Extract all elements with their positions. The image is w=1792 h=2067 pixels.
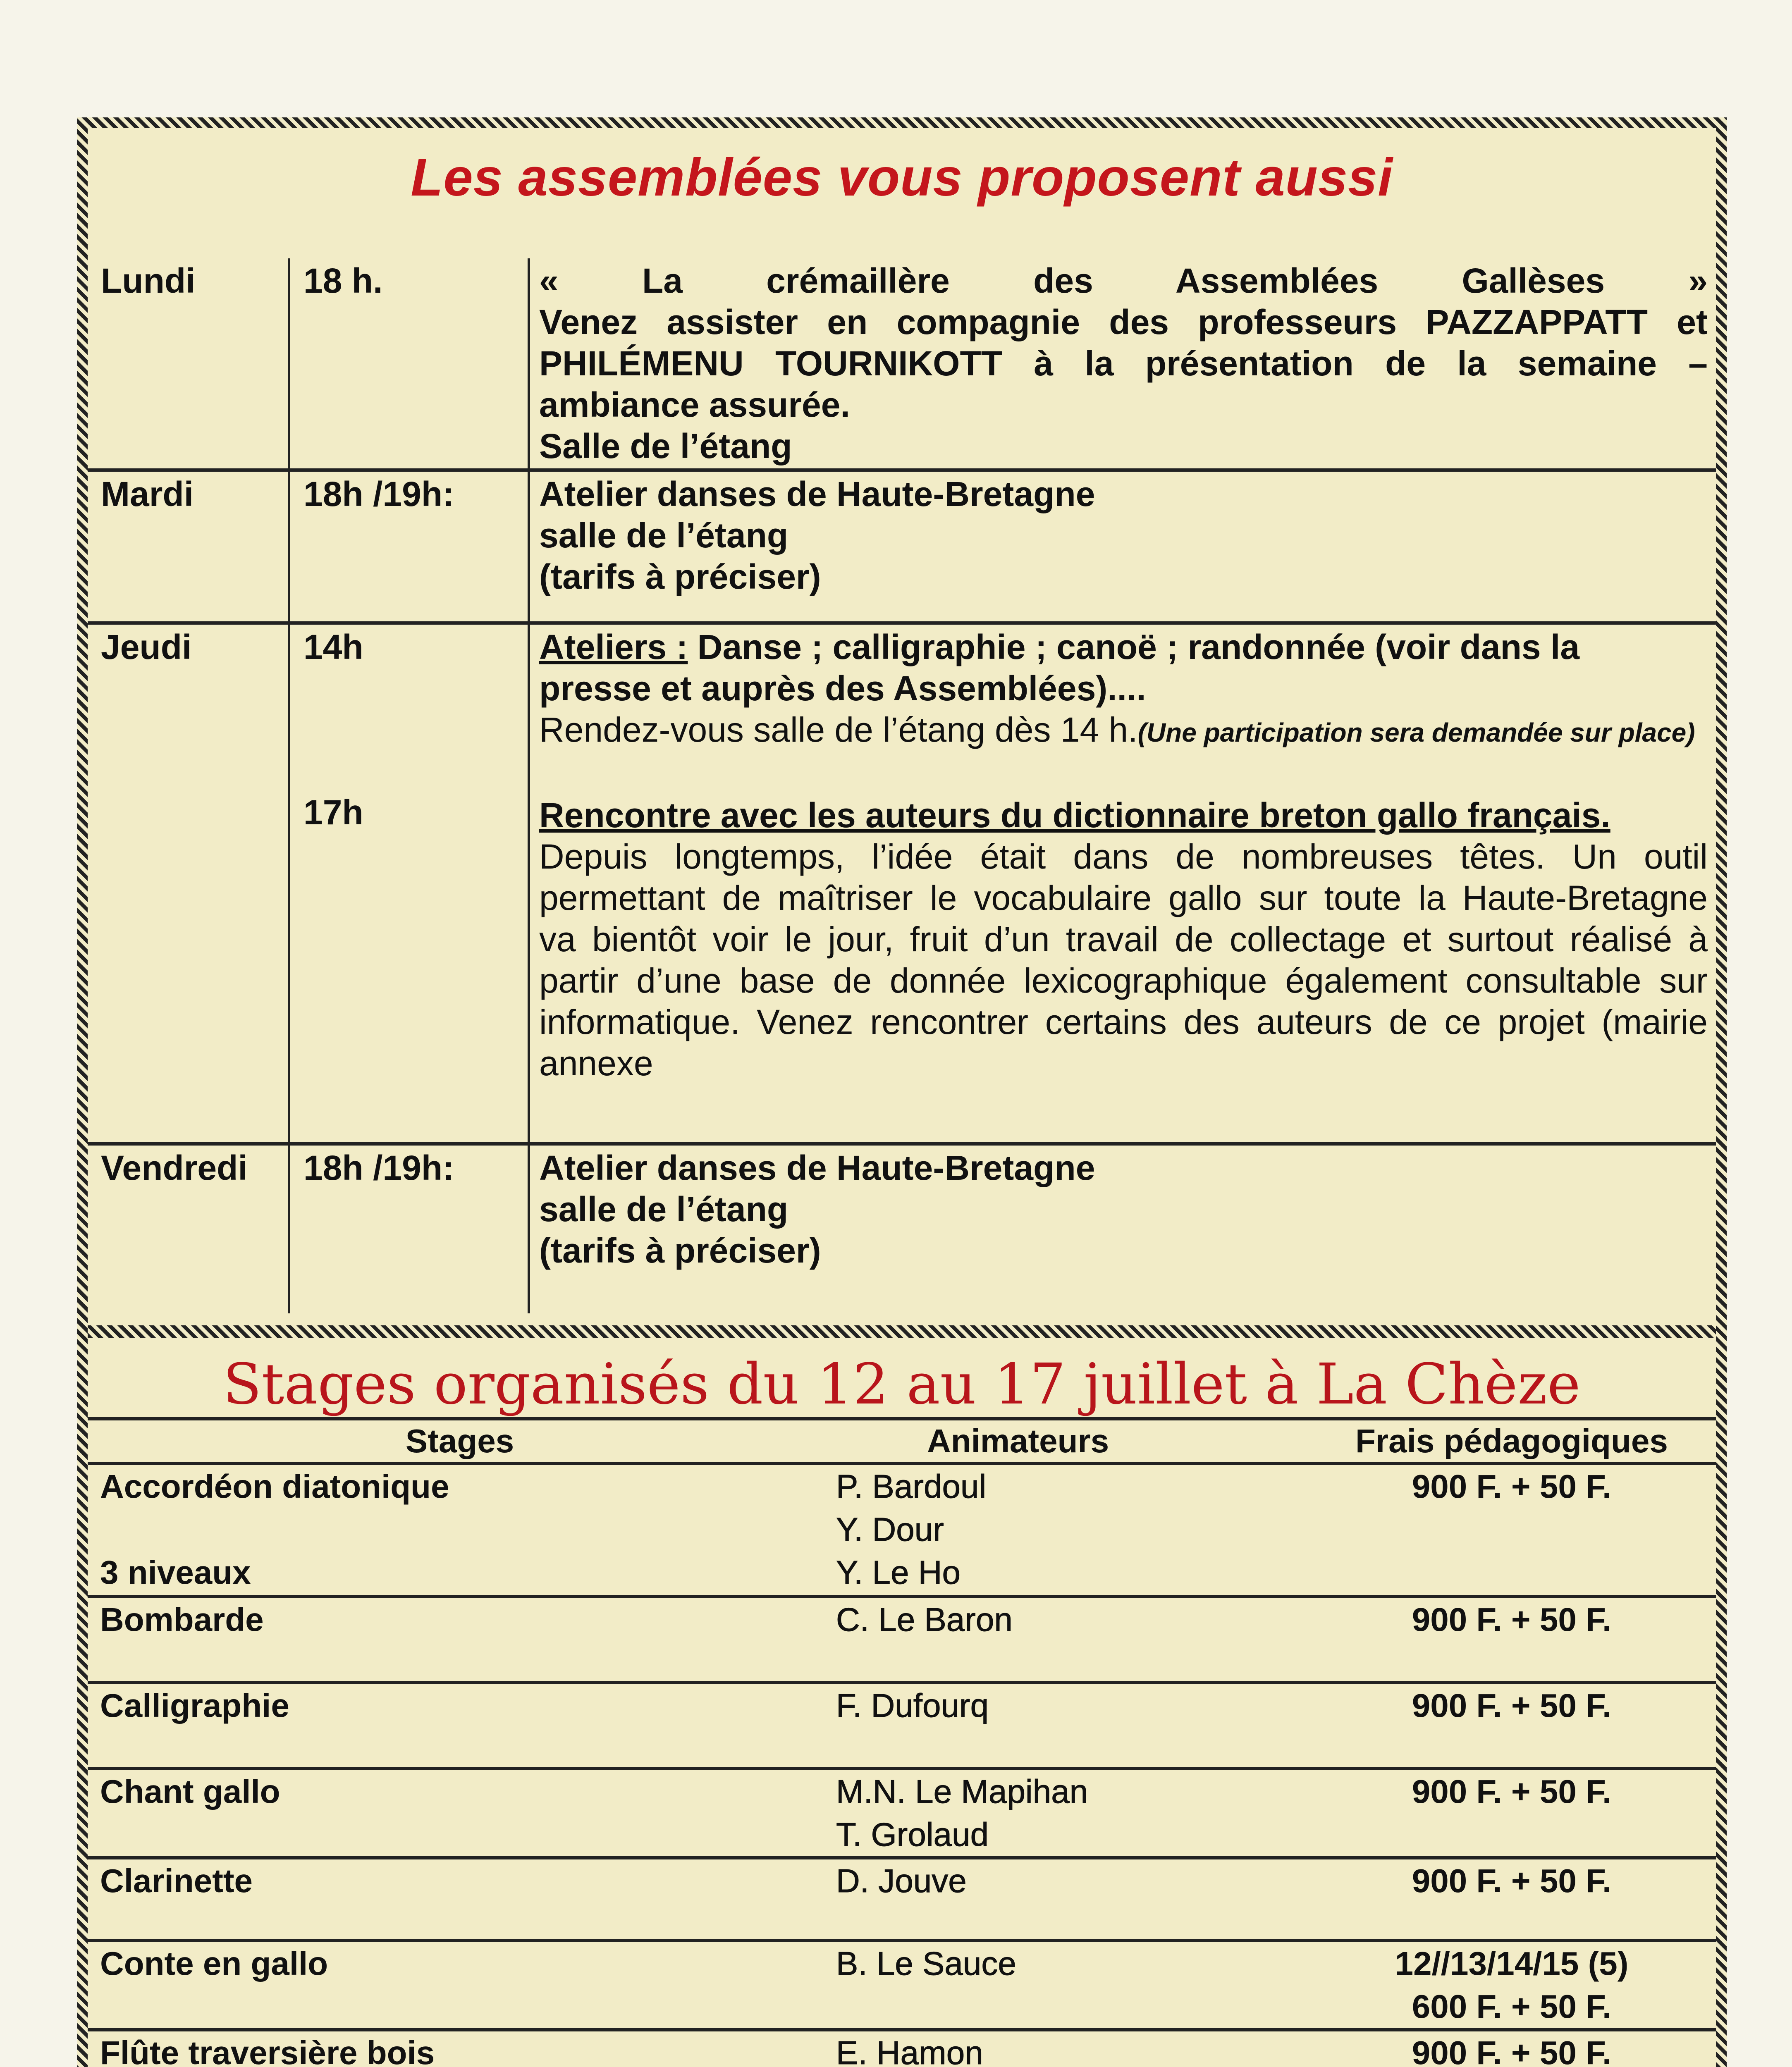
event-line: PHILÉMENU TOURNIKOTT à la présentation de la semaine – xyxy=(539,344,1708,383)
stage-row xyxy=(88,1769,1716,1858)
event-line: presse et auprès des Assemblées).... xyxy=(539,669,1146,708)
stage-name-cell xyxy=(88,1463,832,1597)
stage-name: Calligraphie xyxy=(100,1687,289,1724)
event-cell xyxy=(529,1144,1716,1313)
animateur: Y. Dour xyxy=(836,1511,944,1548)
stages-title: Stages organisés du 12 au 17 juillet à La Chèze xyxy=(223,1352,1581,1417)
event-line xyxy=(539,709,1708,753)
stage-name: Bombarde xyxy=(100,1601,264,1638)
time-cell: 18 h. xyxy=(289,258,529,470)
stages-table xyxy=(88,1417,1716,2067)
event-line: Atelier danses de Haute-Bretagne xyxy=(539,475,1095,513)
event-line: (tarifs à préciser) xyxy=(539,1231,821,1270)
stages-header-row xyxy=(88,1419,1716,1463)
frais-cell: 900 F. + 50 F. xyxy=(1412,1601,1612,1638)
time-value: 17h xyxy=(303,793,363,832)
page-title: Les assemblées vous proposent aussi xyxy=(411,148,1393,207)
animateur: C. Le Baron xyxy=(836,1601,1013,1638)
section-divider xyxy=(88,1325,1716,1338)
event-text: Rendez-vous salle de l’étang dès 14 h. xyxy=(539,710,1138,749)
header-frais: Frais pédagogiques xyxy=(1355,1423,1668,1459)
header-stages: Stages xyxy=(405,1423,514,1459)
stage-row xyxy=(88,1683,1716,1769)
animateurs-cell xyxy=(832,1463,1307,1597)
event-heading: Rencontre avec les auteurs du dictionnaire breton gallo français. xyxy=(539,796,1610,835)
event-paragraph-line: partir d’une base de donnée lexicographique également consultable sur xyxy=(539,961,1708,1000)
animateur: P. Bardoul xyxy=(836,1468,987,1505)
day-cell: Mardi xyxy=(88,470,289,623)
event-line: ambiance assurée. xyxy=(539,385,850,424)
schedule-row-vendredi xyxy=(88,1144,1716,1313)
event-paragraph-line: annexe xyxy=(539,1044,653,1083)
header-animateurs: Animateurs xyxy=(927,1423,1109,1459)
time-cell: 18h /19h: xyxy=(289,1144,529,1313)
schedule-table xyxy=(88,258,1716,1313)
event-line: « La crémaillère des Assemblées Gallèses » xyxy=(539,261,1708,300)
animateur: Y. Le Ho xyxy=(836,1554,961,1591)
event-paragraph-line: Depuis longtemps, l’idée était dans de nombreuses têtes. Un outil xyxy=(539,837,1708,876)
frais-cell: 900 F. + 50 F. xyxy=(1412,2034,1612,2067)
stage-dates: 12//13/14/15 (5) xyxy=(1395,1945,1629,1982)
animateurs-cell xyxy=(832,1769,1307,1858)
animateur: E. Hamon xyxy=(836,2034,983,2067)
event-line: Salle de l’étang xyxy=(539,427,792,465)
event-paragraph-line: permettant de maîtriser le vocabulaire gallo sur toute la Haute-Bretagne xyxy=(539,878,1708,917)
animateur: M.N. Le Mapihan xyxy=(836,1773,1088,1810)
frais-cell: 900 F. + 50 F. xyxy=(1412,1687,1612,1724)
event-text: Danse ; calligraphie ; canoë ; randonnée (voir dans la xyxy=(688,628,1580,666)
event-paragraph-line: informatique. Venez rencontrer certains des auteurs de ce projet (mairie xyxy=(539,1002,1708,1041)
stage-name: Conte en gallo xyxy=(100,1945,328,1982)
day-cell: Vendredi xyxy=(88,1144,289,1313)
stage-name: Clarinette xyxy=(100,1862,253,1899)
stage-name: Chant gallo xyxy=(100,1773,280,1810)
event-line: (tarifs à préciser) xyxy=(539,557,821,596)
event-cell xyxy=(529,258,1716,470)
time-cell: 18h /19h: xyxy=(289,470,529,623)
stage-row xyxy=(88,1597,1716,1683)
event-line xyxy=(539,626,1708,668)
stage-row xyxy=(88,2030,1716,2067)
schedule-row-lundi xyxy=(88,258,1716,470)
frais-cell: 900 F. + 50 F. xyxy=(1412,1773,1612,1810)
stage-name: Accordéon diatonique xyxy=(100,1468,449,1505)
stage-price: 600 F. + 50 F. xyxy=(1412,1988,1612,2025)
time-cell xyxy=(289,623,529,1144)
stage-levels: 3 niveaux xyxy=(100,1554,251,1591)
stage-row xyxy=(88,1858,1716,1940)
animateur: D. Jouve xyxy=(836,1862,967,1899)
schedule-row-jeudi xyxy=(88,623,1716,1144)
animateur: F. Dufourq xyxy=(836,1687,989,1724)
event-line: Venez assister en compagnie des professeurs PAZZAPPATT et xyxy=(539,303,1708,341)
stage-name: Flûte traversière bois xyxy=(100,2034,435,2067)
event-note: (Une participation sera demandée sur place) xyxy=(1137,718,1695,747)
event-line: salle de l’étang xyxy=(539,516,788,555)
time-value: 14h xyxy=(303,628,363,666)
event-paragraph-line: va bientôt voir le jour, fruit d’un travail de collectage et surtout réalisé à xyxy=(539,920,1708,959)
event-cell xyxy=(529,623,1716,1144)
stage-row xyxy=(88,1940,1716,2030)
event-line: salle de l’étang xyxy=(539,1190,788,1229)
day-cell: Jeudi xyxy=(88,623,289,1144)
event-cell xyxy=(529,470,1716,623)
frais-cell: 900 F. + 50 F. xyxy=(1412,1862,1612,1899)
event-line: Atelier danses de Haute-Bretagne xyxy=(539,1148,1095,1187)
frais-cell xyxy=(1307,1940,1716,2030)
schedule-row-mardi xyxy=(88,470,1716,623)
event-heading: Ateliers : xyxy=(539,628,688,666)
frais-cell: 900 F. + 50 F. xyxy=(1412,1468,1612,1505)
program-frame xyxy=(77,117,1727,2067)
day-cell: Lundi xyxy=(88,258,289,470)
stage-row xyxy=(88,1463,1716,1597)
animateur: T. Grolaud xyxy=(836,1816,989,1853)
animateur: B. Le Sauce xyxy=(836,1945,1016,1982)
